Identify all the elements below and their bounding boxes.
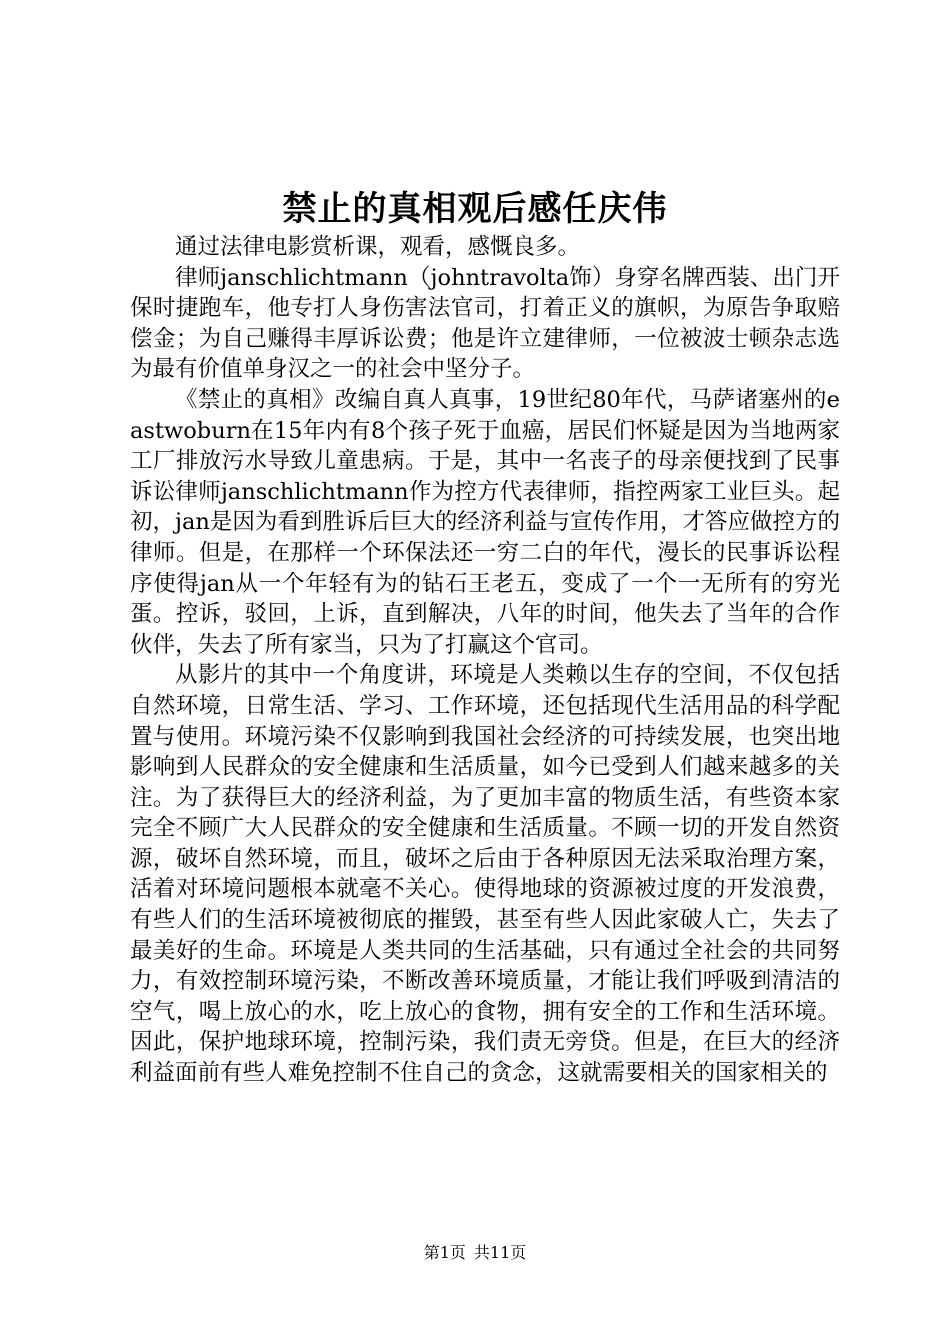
document-title: 禁止的真相观后感任庆伟 <box>282 189 668 229</box>
page-footer <box>0 1242 950 1264</box>
page-total: 共11页 <box>473 1243 527 1262</box>
paragraph-environment: 从影片的其中一个角度讲，环境是人类赖以生存的空间，不仅包括自然环境，日常生活、学习、工作环境，还包括现代生活用品的科学配置与使用。环境污染不仅影响到我国社会经济的可持续发展，也突出地影响到人民群众的安全健康和生活质量，如今已受到人们越来越多的关注。为了获得巨大的经济利益，为了更加丰富的物质生活，有些资本家完全不顾广大人民群众的安全健康和生活质量。不顾一切的开发自然资源，破坏自然环境，而且，破坏之后由于各种原因无法采取治理方案，活着对环境问题根本就毫不关心。使得地球的资源被过度的开发浪费，有些人们的生活环境被彻底的摧毁，甚至有些人因此家破人亡，失去了最美好的生命。环境是人类共同的生活基础，只有通过全社会的共同努力，有效控制环境污染，不断改善环境质量，才能让我们呼吸到清洁的空气，喝上放心的水，吃上放心的食物，拥有安全的工作和生活环境。因此，保护地球环境，控制污染，我们责无旁贷。但是，在巨大的经济利益面前有些人难免控制不住自己的贪念，这就需要相关的国家相关的 <box>130 662 840 1087</box>
document-body <box>130 232 840 1089</box>
page-number: 第1页 <box>423 1243 466 1262</box>
paragraph-intro: 通过法律电影赏析课，观看，感慨良多。 <box>175 234 581 260</box>
paragraph-story: 《禁止的真相》改编自真人真事，19世纪80年代，马萨诸塞州的eastwoburn在15年内有8个孩子死于血癌，居民们怀疑是因为当地两家工厂排放污水导致儿童患病。于是，其中一名丧子的母亲便找到了民事诉讼律师janschlichtmann作为控方代表律师，指控两家工业巨头。起初，jan是因为看到胜诉后巨大的经济利益与宣传作用，才答应做控方的律师。但是，在那样一个环保法还一穷二白的年代，漫长的民事诉讼程序使得jan从一个年轻有为的钻石王老五，变成了一个一无所有的穷光蛋。控诉，驳回，上诉，直到解决，八年的时间，他失去了当年的合作伙伴，失去了所有家当，只为了打赢这个官司。 <box>130 386 840 658</box>
paragraph-lawyer: 律师janschlichtmann（johntravolta饰）身穿名牌西装、出门开保时捷跑车，他专打人身伤害法官司，打着正义的旗帜，为原告争取赔偿金；为自己赚得丰厚诉讼费；他是许立建律师，一位被波士顿杂志选为最有价值单身汉之一的社会中坚分子。 <box>130 264 840 383</box>
